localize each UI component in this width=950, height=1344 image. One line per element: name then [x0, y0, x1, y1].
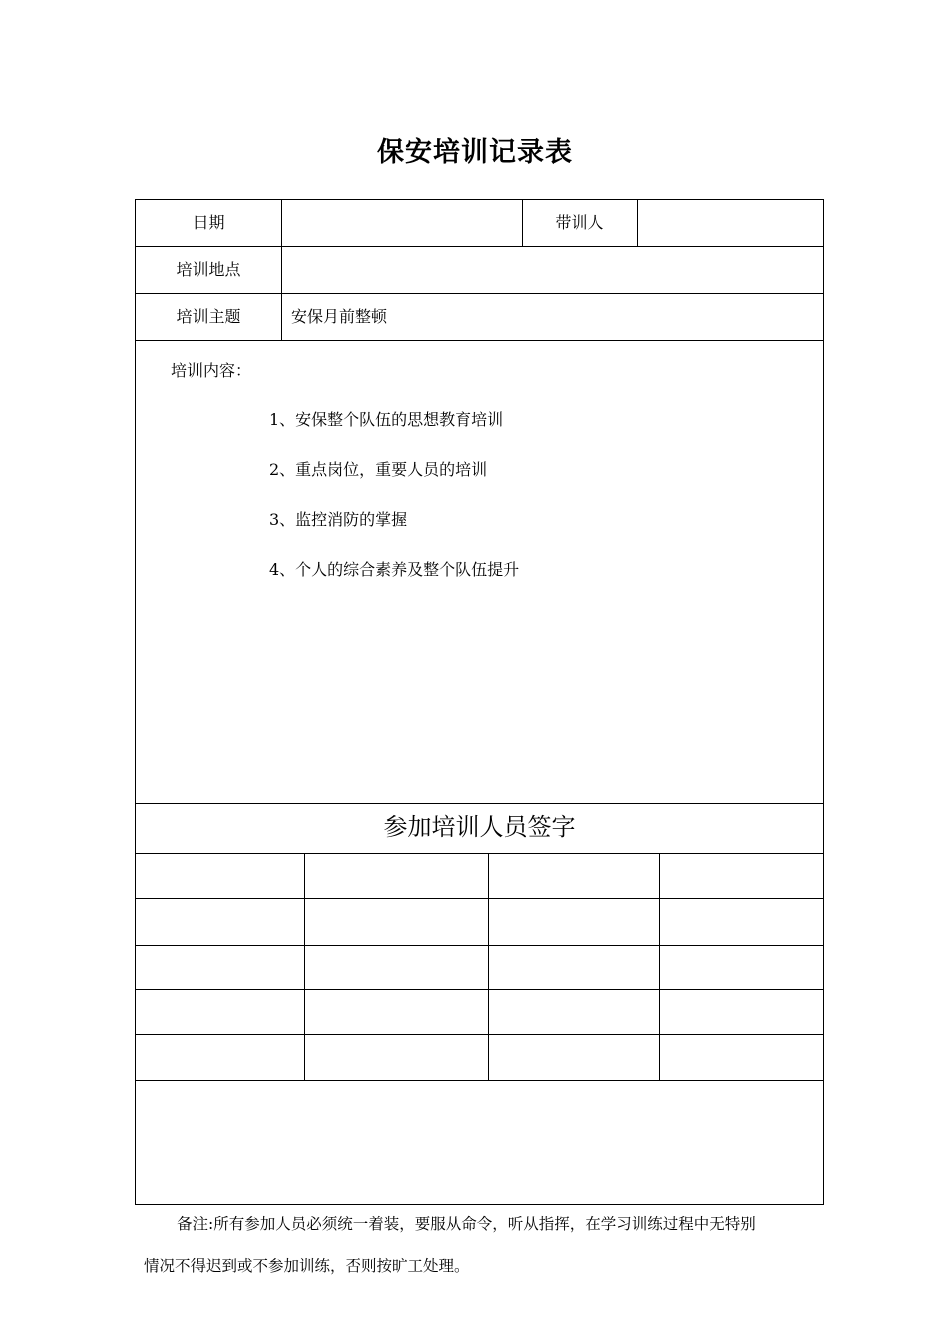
content-item: 4、个人的综合素养及整个队伍提升	[269, 560, 520, 579]
remarks-note	[144, 1203, 816, 1287]
location-label: 培训地点	[176, 260, 241, 279]
remarks-line: 情况不得迟到或不参加训练，否则按旷工处理。	[144, 1257, 470, 1275]
col-divider	[659, 853, 660, 1080]
content-item: 1、安保整个队伍的思想教育培训	[269, 410, 504, 429]
topic-value[interactable]: 安保月前整顿	[291, 307, 388, 326]
col-divider	[304, 853, 305, 1080]
row-divider	[136, 340, 823, 341]
training-record-table	[135, 199, 824, 1275]
col-divider	[488, 853, 489, 1080]
content-item: 3、监控消防的掌握	[269, 510, 408, 529]
trainer-label: 带训人	[555, 213, 604, 232]
date-label: 日期	[192, 213, 225, 232]
content-label: 培训内容：	[171, 361, 252, 380]
row-divider	[136, 989, 823, 990]
row-divider	[136, 945, 823, 946]
col-divider	[637, 200, 638, 246]
row-divider	[136, 246, 823, 247]
remarks-line: 备注:所有参加人员必须统一着装，要服从命令，听从指挥，在学习训练过程中无特别	[177, 1215, 756, 1233]
row-divider	[136, 1080, 823, 1081]
row-divider	[136, 898, 823, 899]
row-divider	[136, 1034, 823, 1035]
content-item: 2、重点岗位，重要人员的培训	[269, 460, 488, 479]
signature-section-title: 参加培训人员签字	[383, 813, 576, 841]
col-divider	[281, 200, 282, 340]
page-title: 保安培训记录表	[377, 137, 573, 168]
row-divider	[136, 293, 823, 294]
row-divider	[136, 853, 823, 854]
topic-label: 培训主题	[176, 307, 241, 326]
row-divider	[136, 803, 823, 804]
